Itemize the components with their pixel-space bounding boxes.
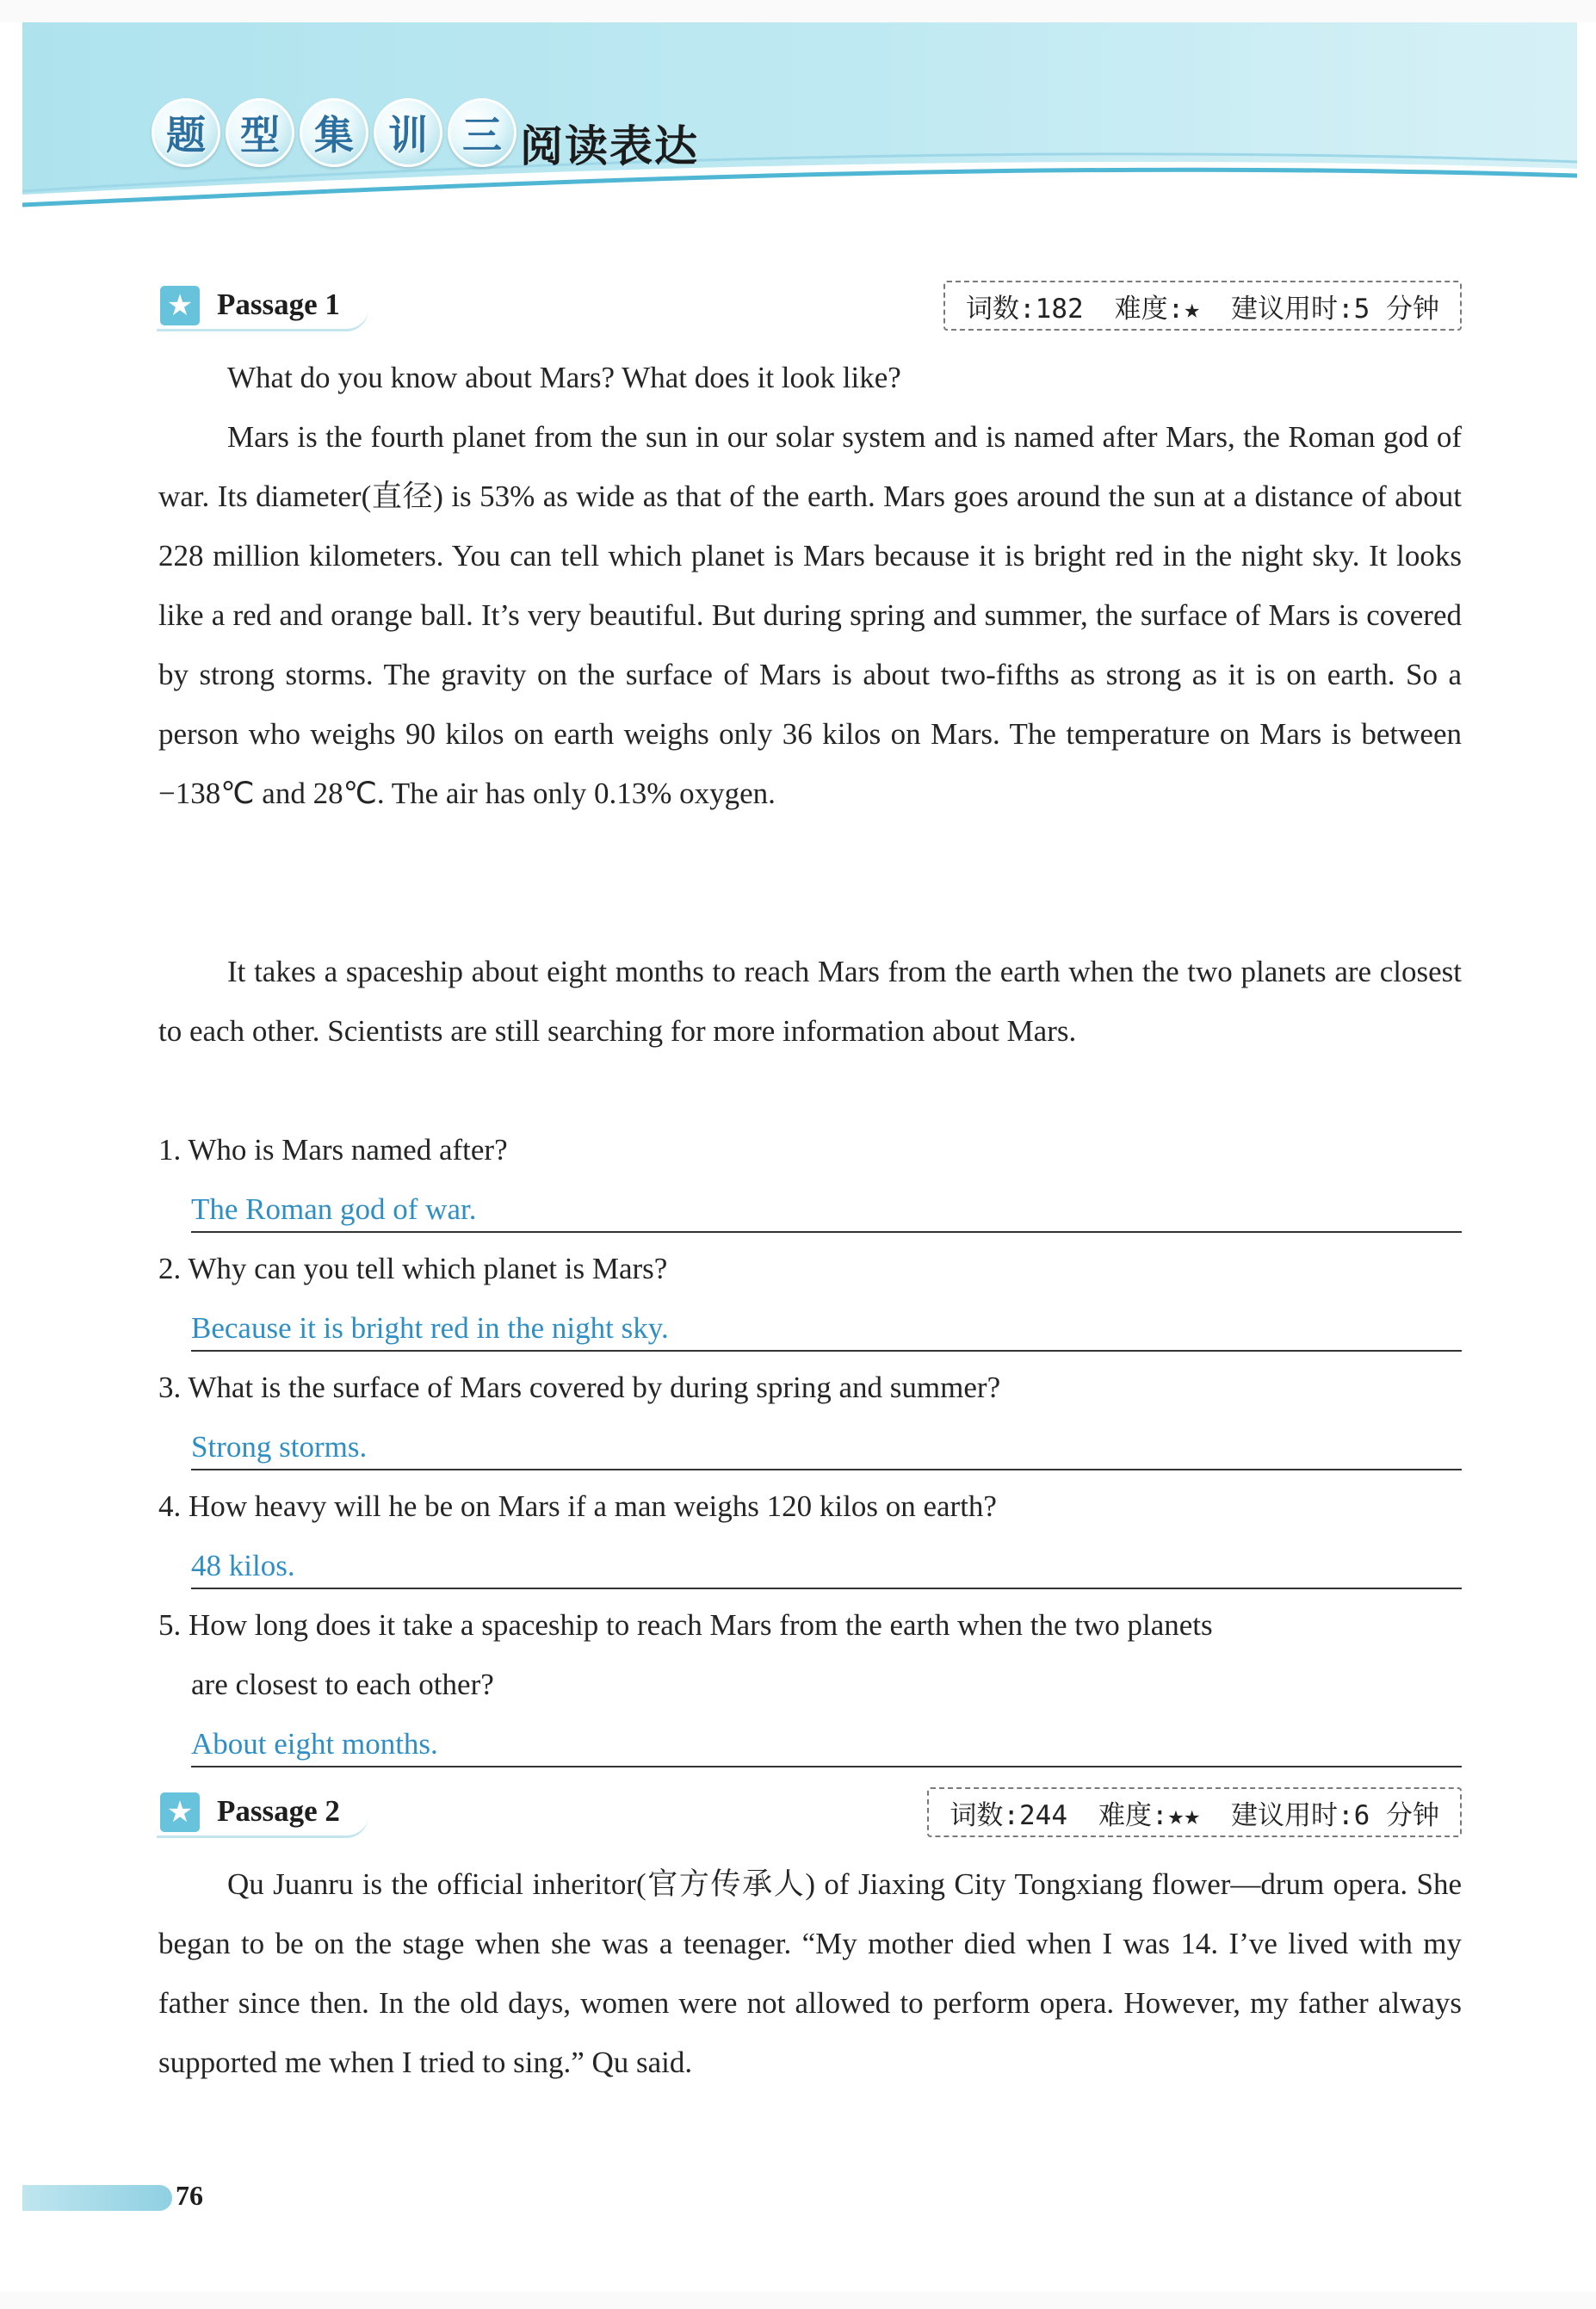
question: 4. How heavy will he be on Mars if a man weighs 120 kilos on earth?: [158, 1489, 997, 1523]
header-banner: [22, 22, 1577, 222]
question: 3. What is the surface of Mars covered by during spring and summer?: [158, 1371, 1001, 1404]
section-badge: 集: [300, 98, 368, 167]
difficulty: 难度:★★: [1098, 1799, 1200, 1831]
word-count: 词数:244: [950, 1799, 1067, 1831]
footer-bar: [22, 2185, 172, 2211]
suggested-time: 建议用时:6 分钟: [1231, 1799, 1439, 1831]
answer-line: The Roman god of war.: [191, 1183, 1462, 1233]
passage1-paragraph: It takes a spaceship about eight months to reach Mars from the earth when the two planets are closest to each other. Scientists are still searching for more information about Mars.: [158, 955, 1462, 1048]
passage2-info-box: [927, 1787, 1462, 1837]
passage1-label-box: [157, 281, 368, 331]
passage1-info-box: [943, 281, 1462, 331]
question: 5. How long does it take a spaceship to reach Mars from the earth when the two planets: [158, 1608, 1213, 1642]
answer-line: About eight months.: [191, 1718, 1462, 1767]
page-number: 76: [176, 2180, 203, 2211]
passage1-paragraph: What do you know about Mars? What does it look like?: [227, 361, 901, 394]
answer-line: 48 kilos.: [191, 1539, 1462, 1589]
section-badge: 题: [152, 98, 220, 167]
section-badge: 训: [374, 98, 442, 167]
page-bottom-edge: [0, 2292, 1596, 2309]
question: 1. Who is Mars named after?: [158, 1133, 508, 1167]
section-badge: 三: [448, 98, 517, 167]
section-badge: 型: [226, 98, 294, 167]
answer-line: Because it is bright red in the night sky.: [191, 1302, 1462, 1352]
star-icon: ★: [160, 1792, 200, 1832]
passage2-title: Passage 2: [217, 1794, 340, 1828]
passage1-title: Passage 1: [217, 288, 340, 321]
word-count: 词数:182: [966, 293, 1084, 325]
passage2-label-box: [157, 1787, 368, 1838]
suggested-time: 建议用时:5 分钟: [1231, 293, 1439, 325]
page-top-edge: [0, 0, 1596, 22]
star-icon: ★: [160, 286, 200, 325]
passage1-paragraph: Mars is the fourth planet from the sun in our solar system and is named after Mars, the Roman god of war. Its diameter(直径) is 53% as wide as that of the earth. Mars goes around the sun at a distance of about 228 million kilometers. You can tell which planet is Mars because it is bright red in the night sky. It looks like a red and orange ball. It’s very beautiful. But during spring and summer, the surface of Mars is covered by strong storms. The gravity on the surface of Mars is about two-fifths as strong as it is on earth. So a person who weighs 90 kilos on earth weighs only 36 kilos on Mars. The temperature on Mars is between −138℃ and 28℃. The air has only 0.13% oxygen.: [158, 420, 1462, 810]
passage2-paragraph: Qu Juanru is the official inheritor(官方传承人) of Jiaxing City Tongxiang flower—drum opera. She began to be on the stage when she was a teenager. “My mother died when I was 14. I’ve lived with my father since then. In the old days, women were not allowed to perform opera. However, my father always supported me when I tried to sing.” Qu said.: [158, 1867, 1462, 2079]
passage2-header: [157, 1787, 1462, 1839]
section-title: 阅读表达: [520, 121, 699, 171]
question: 2. Why can you tell which planet is Mars?: [158, 1252, 668, 1285]
section-badges: [152, 98, 517, 167]
difficulty: 难度:★: [1114, 293, 1200, 325]
answer-line: Strong storms.: [191, 1421, 1462, 1470]
question-continued: are closest to each other?: [191, 1668, 494, 1701]
passage1-header: [157, 281, 1462, 332]
